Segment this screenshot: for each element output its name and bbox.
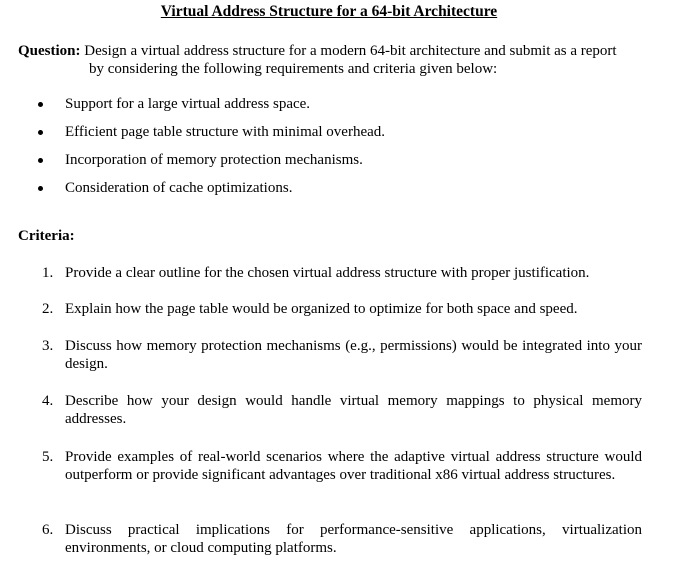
criteria-item (0, 337, 642, 373)
question-text-line1: Design a virtual address structure for a modern 64-bit architecture and submit as a report (84, 43, 617, 59)
criteria-text: Discuss practical implications for performance-sensitive applications, virtualization environments, or cloud computing platforms. (65, 522, 642, 556)
requirement-text: Efficient page table structure with minimal overhead. (65, 124, 386, 140)
criteria-text: Explain how the page table would be organized to optimize for both space and speed. (65, 301, 578, 317)
criteria-number: 6. (42, 522, 54, 538)
question-label: Question: (18, 43, 81, 59)
requirement-text: Support for a large virtual address space. (65, 96, 311, 112)
bullet-icon (38, 102, 43, 107)
bullet-icon (38, 130, 43, 135)
question-text-line2: by considering the following requirements and criteria given below: (89, 61, 498, 77)
criteria-number: 4. (42, 393, 54, 409)
requirement-item (0, 123, 385, 151)
criteria-item (0, 448, 642, 484)
criteria-text: Discuss how memory protection mechanisms (e.g., permissions) would be integrated into your design. (65, 338, 642, 372)
criteria-item (0, 300, 642, 318)
criteria-number: 5. (42, 449, 54, 465)
criteria-text: Provide a clear outline for the chosen virtual address structure with proper justification. (65, 265, 590, 281)
requirement-text: Incorporation of memory protection mechanisms. (65, 152, 363, 168)
requirement-item (0, 95, 385, 123)
criteria-item (0, 521, 642, 557)
question-paragraph (18, 42, 648, 78)
requirements-list (0, 95, 385, 207)
requirement-item (0, 179, 385, 207)
criteria-text: Provide examples of real-world scenarios where the adaptive virtual address structure would outperform or provide significant advantages over traditional x86 virtual address structures. (65, 449, 642, 483)
criteria-text: Describe how your design would handle virtual memory mappings to physical memory addresses. (65, 393, 642, 427)
criteria-item (0, 264, 642, 282)
requirement-item (0, 151, 385, 179)
criteria-number: 1. (42, 265, 54, 281)
document-title: Virtual Address Structure for a 64-bit Architecture (160, 3, 498, 20)
criteria-number: 2. (42, 301, 54, 317)
criteria-number: 3. (42, 338, 54, 354)
criteria-heading: Criteria: (18, 228, 75, 244)
criteria-item (0, 392, 642, 428)
bullet-icon (38, 186, 43, 191)
bullet-icon (38, 158, 43, 163)
requirement-text: Consideration of cache optimizations. (65, 180, 293, 196)
